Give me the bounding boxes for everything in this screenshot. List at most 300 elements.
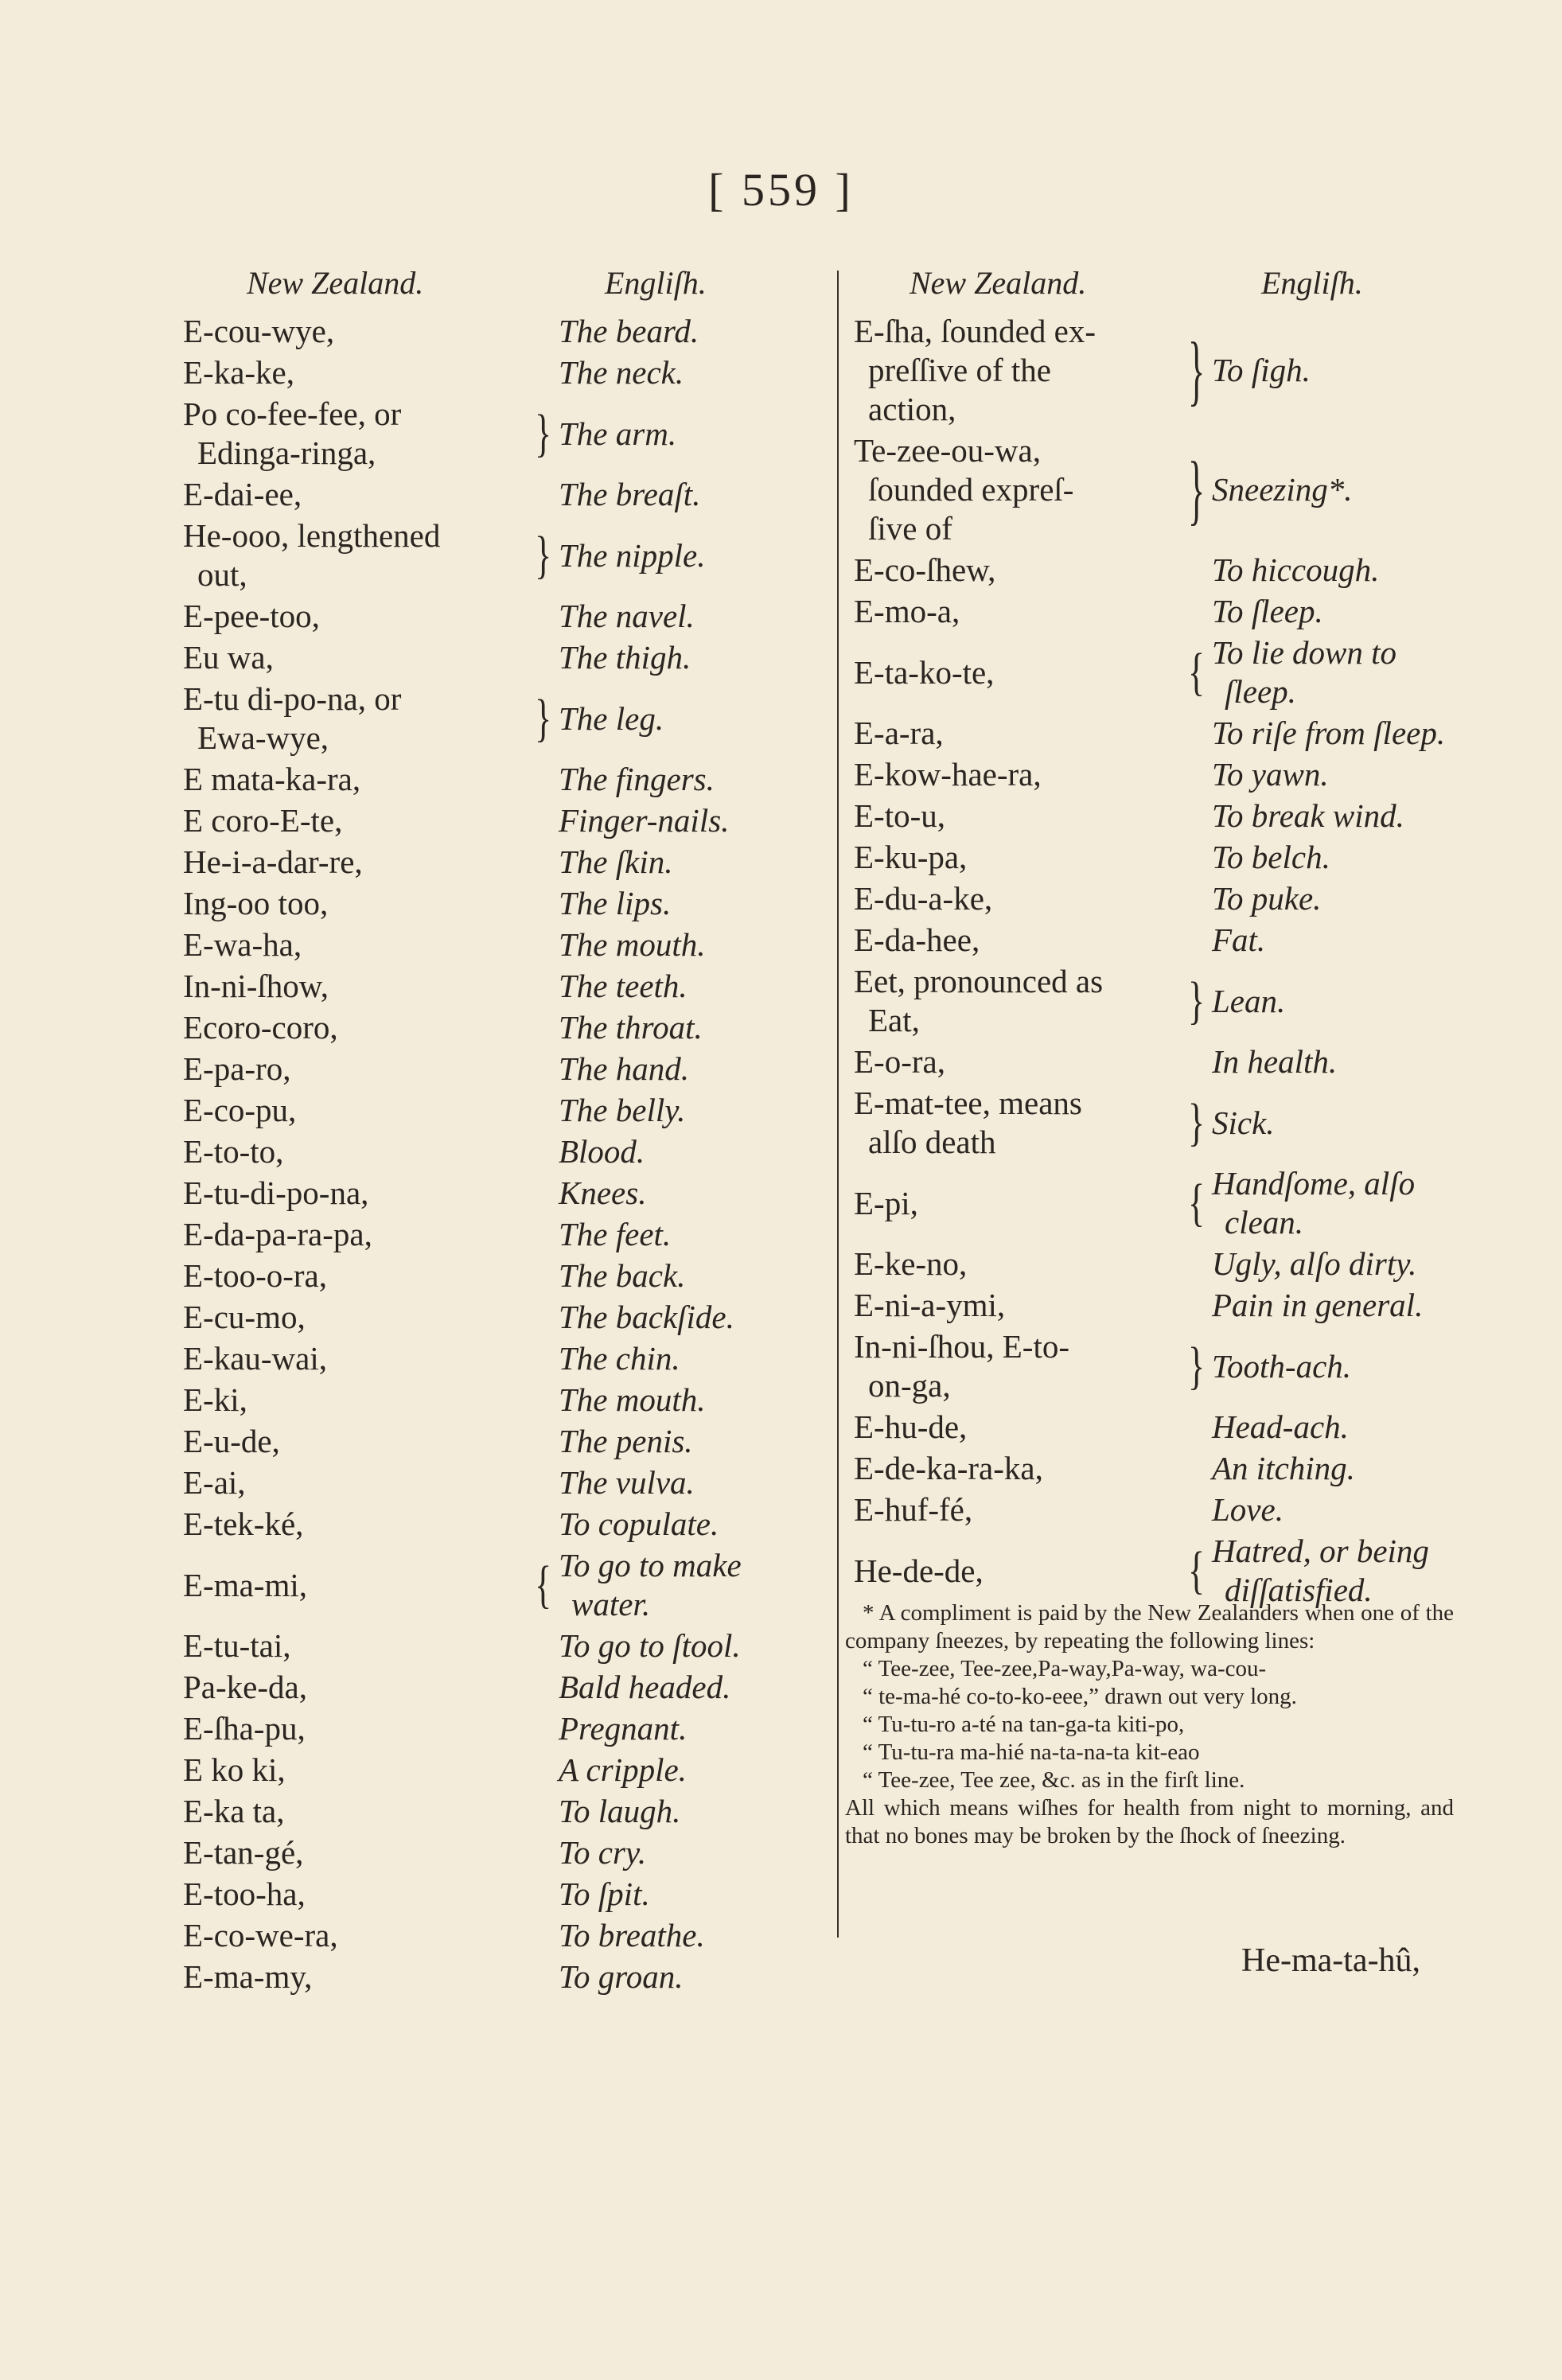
brace-glyph: { bbox=[1188, 642, 1206, 701]
english-gloss-line: In health. bbox=[1212, 1043, 1338, 1080]
english-gloss bbox=[559, 1751, 687, 1790]
english-gloss bbox=[559, 1132, 645, 1171]
new-zealand-term-line: out, bbox=[197, 556, 247, 593]
english-gloss bbox=[1212, 1490, 1283, 1529]
new-zealand-term-line: In-ni-ſhow, bbox=[183, 968, 329, 1004]
vocab-entry bbox=[183, 353, 820, 395]
catchword: He-ma-ta-hû, bbox=[1241, 1942, 1421, 1979]
english-gloss-line: The feet. bbox=[559, 1216, 672, 1252]
english-gloss-line: Sneezing*. bbox=[1212, 471, 1353, 508]
vocab-entry bbox=[183, 801, 820, 843]
new-zealand-term bbox=[183, 516, 440, 594]
english-gloss bbox=[559, 801, 729, 840]
new-zealand-term bbox=[854, 1327, 1069, 1405]
vocab-entry bbox=[854, 714, 1459, 755]
english-gloss-line: To ſigh. bbox=[1212, 352, 1311, 388]
english-gloss-line: To go to make bbox=[559, 1547, 742, 1583]
new-zealand-term-line: E-ku-pa, bbox=[854, 839, 968, 875]
english-gloss bbox=[1212, 592, 1323, 631]
english-gloss bbox=[559, 1668, 730, 1707]
new-zealand-term-line: alſo death bbox=[868, 1124, 996, 1160]
english-gloss-line: To hiccough. bbox=[1212, 551, 1380, 588]
new-zealand-term-line: E-huf-fé, bbox=[854, 1491, 973, 1528]
english-gloss-line: The thigh. bbox=[559, 639, 691, 676]
english-gloss-line: The hand. bbox=[559, 1050, 689, 1087]
new-zealand-term-line: E-ma-mi, bbox=[183, 1566, 307, 1603]
english-gloss bbox=[559, 1256, 685, 1295]
english-gloss-line: To cry. bbox=[559, 1834, 647, 1871]
new-zealand-term-line: E-tu-tai, bbox=[183, 1627, 291, 1664]
vocab-entry bbox=[183, 312, 820, 353]
english-gloss-line: ſleep. bbox=[1225, 673, 1296, 710]
footnote bbox=[845, 1599, 1454, 1850]
vocab-entry bbox=[183, 1916, 820, 1957]
english-gloss bbox=[559, 1709, 687, 1748]
english-gloss bbox=[1212, 982, 1285, 1021]
english-gloss-line: A cripple. bbox=[559, 1751, 687, 1788]
new-zealand-term-line: preſſive of the bbox=[868, 352, 1051, 388]
vocab-entry bbox=[183, 1422, 820, 1463]
english-gloss-line: To copulate. bbox=[559, 1506, 719, 1542]
new-zealand-term bbox=[183, 1339, 327, 1378]
new-zealand-term bbox=[183, 925, 302, 964]
english-gloss-line: The back. bbox=[559, 1257, 686, 1294]
new-zealand-term-line: E-mo-a, bbox=[854, 593, 960, 629]
new-zealand-term-line: E-du-a-ke, bbox=[854, 880, 993, 917]
new-zealand-term-line: E-u-de, bbox=[183, 1423, 280, 1459]
english-gloss bbox=[559, 638, 691, 677]
english-gloss bbox=[559, 1339, 680, 1378]
new-zealand-term-line: E-pee-too, bbox=[183, 598, 320, 634]
footnote-line: * A compliment is paid by the New Zealanders when one of the company ſneezes, by repeating the following lines: bbox=[845, 1600, 1454, 1654]
english-gloss bbox=[559, 312, 699, 351]
english-gloss bbox=[559, 1957, 683, 1996]
footnote-line: “ Tee-zee, Tee-zee,Pa-way,Pa-way, wa-cou- bbox=[863, 1656, 1267, 1681]
new-zealand-term-line: ſive of bbox=[868, 510, 952, 547]
english-gloss-line: The belly. bbox=[559, 1092, 686, 1128]
vocab-entry bbox=[183, 1546, 820, 1626]
new-zealand-term-line: Eu wa, bbox=[183, 639, 274, 676]
english-gloss bbox=[559, 597, 695, 636]
new-zealand-term bbox=[854, 921, 980, 960]
english-gloss bbox=[1212, 797, 1404, 836]
vocab-entry bbox=[183, 1463, 820, 1505]
left-header-english: Engliſh. bbox=[605, 265, 707, 301]
new-zealand-term-line: on-ga, bbox=[868, 1367, 951, 1404]
english-gloss bbox=[1212, 1449, 1355, 1488]
new-zealand-term bbox=[183, 1751, 286, 1790]
vocab-entry bbox=[183, 1215, 820, 1256]
new-zealand-term bbox=[854, 1042, 945, 1081]
english-gloss bbox=[1212, 1408, 1349, 1447]
new-zealand-term-line: Ecoro-coro, bbox=[183, 1009, 338, 1046]
right-header-english: Engliſh. bbox=[1261, 265, 1363, 301]
new-zealand-term bbox=[183, 475, 302, 514]
new-zealand-term-line: E-tan-gé, bbox=[183, 1834, 304, 1871]
new-zealand-term bbox=[183, 1957, 312, 1996]
english-gloss-line: To ſpit. bbox=[559, 1876, 650, 1912]
english-gloss bbox=[1212, 838, 1330, 877]
vocab-entry bbox=[854, 1042, 1459, 1084]
brace-glyph: } bbox=[535, 525, 552, 584]
english-gloss-line: The navel. bbox=[559, 598, 695, 634]
new-zealand-term-line: E-too-o-ra, bbox=[183, 1257, 327, 1294]
english-gloss-line: The beard. bbox=[559, 313, 699, 349]
new-zealand-term bbox=[854, 1552, 984, 1591]
english-gloss bbox=[559, 415, 676, 454]
vocab-entry bbox=[183, 475, 820, 516]
vocab-entry bbox=[183, 1668, 820, 1709]
english-gloss-line: Lean. bbox=[1212, 982, 1286, 1019]
vocab-entry bbox=[854, 1490, 1459, 1532]
new-zealand-term-line: Po co-fee-fee, or bbox=[183, 395, 402, 432]
new-zealand-term bbox=[183, 760, 360, 799]
new-zealand-term bbox=[854, 1245, 967, 1283]
english-gloss bbox=[1212, 714, 1445, 753]
new-zealand-term-line: E-ki, bbox=[183, 1381, 247, 1418]
english-gloss-line: The mouth. bbox=[559, 926, 706, 963]
new-zealand-term bbox=[183, 1091, 296, 1130]
english-gloss bbox=[559, 884, 671, 923]
new-zealand-term-line: E-ka ta, bbox=[183, 1793, 285, 1829]
english-gloss-line: The ſkin. bbox=[559, 843, 673, 880]
english-gloss bbox=[559, 1875, 650, 1914]
english-gloss bbox=[559, 1422, 693, 1461]
english-gloss-line: diſſatisfied. bbox=[1225, 1572, 1373, 1608]
new-zealand-term-line: E-ma-my, bbox=[183, 1958, 313, 1995]
new-zealand-term-line: E-tek-ké, bbox=[183, 1506, 304, 1542]
english-gloss bbox=[1212, 879, 1321, 918]
new-zealand-term bbox=[183, 1174, 368, 1213]
brace-glyph: { bbox=[1188, 1173, 1206, 1232]
english-gloss bbox=[559, 1833, 646, 1872]
new-zealand-term-line: E-cu-mo, bbox=[183, 1299, 306, 1335]
english-gloss-line: Finger-nails. bbox=[559, 802, 730, 839]
new-zealand-term bbox=[183, 353, 294, 392]
new-zealand-term-line: E-co-pu, bbox=[183, 1092, 297, 1128]
vocab-entry bbox=[183, 1132, 820, 1174]
vocab-entry bbox=[183, 1505, 820, 1546]
new-zealand-term bbox=[854, 1084, 1082, 1162]
new-zealand-term bbox=[183, 312, 334, 351]
english-gloss-line: The backſide. bbox=[559, 1299, 734, 1335]
new-zealand-term-line: Eet, pronounced as bbox=[854, 963, 1104, 999]
english-gloss-line: The nipple. bbox=[559, 536, 706, 574]
new-zealand-term-line: E-pa-ro, bbox=[183, 1050, 291, 1087]
english-gloss-line: Blood. bbox=[559, 1133, 645, 1170]
english-gloss-line: The fingers. bbox=[559, 761, 715, 797]
new-zealand-term-line: E-to-to, bbox=[183, 1133, 284, 1170]
left-vocabulary-column bbox=[183, 312, 820, 1999]
new-zealand-term-line: Te-zee-ou-wa, bbox=[854, 432, 1041, 469]
page-number: [ 559 ] bbox=[708, 164, 854, 216]
new-zealand-term-line: He-de-de, bbox=[854, 1552, 984, 1589]
vocab-entry bbox=[854, 431, 1459, 551]
new-zealand-term bbox=[854, 1490, 972, 1529]
new-zealand-term bbox=[854, 1286, 1005, 1325]
english-gloss-line: To breathe. bbox=[559, 1917, 705, 1953]
vocab-entry bbox=[854, 1408, 1459, 1449]
english-gloss-line: Fat. bbox=[1212, 921, 1266, 958]
vocab-entry bbox=[183, 638, 820, 680]
footnote-line: “ Tu-tu-ra ma-hié na-ta-na-ta kit-eao bbox=[863, 1739, 1200, 1765]
english-gloss bbox=[1212, 1347, 1351, 1386]
new-zealand-term-line: Ewa-wye, bbox=[197, 719, 329, 756]
vocab-entry bbox=[854, 592, 1459, 633]
new-zealand-term bbox=[183, 638, 274, 677]
english-gloss bbox=[559, 1215, 671, 1254]
english-gloss bbox=[1212, 1532, 1429, 1610]
vocab-entry bbox=[183, 884, 820, 925]
english-gloss-line: Love. bbox=[1212, 1491, 1283, 1528]
brace-glyph: } bbox=[1188, 1336, 1206, 1395]
new-zealand-term-line: He-i-a-dar-re, bbox=[183, 843, 363, 880]
vocab-entry bbox=[183, 395, 820, 475]
english-gloss bbox=[559, 1546, 742, 1624]
footnote-line: All which means wiſhes for health from night to morning, and that no bones may be broken by the ſhock of ſneezing. bbox=[845, 1795, 1454, 1848]
new-zealand-term-line: E-da-hee, bbox=[854, 921, 980, 958]
english-gloss-line: The teeth. bbox=[559, 968, 688, 1004]
vocab-entry bbox=[183, 1792, 820, 1833]
new-zealand-term-line: action, bbox=[868, 391, 956, 427]
new-zealand-term bbox=[854, 592, 960, 631]
new-zealand-term bbox=[854, 755, 1042, 794]
english-gloss-line: To puke. bbox=[1212, 880, 1322, 917]
vocab-entry bbox=[854, 879, 1459, 921]
vocab-entry bbox=[854, 838, 1459, 879]
english-gloss-line: To groan. bbox=[559, 1958, 684, 1995]
brace-glyph: { bbox=[1188, 1541, 1206, 1599]
vocab-entry bbox=[854, 633, 1459, 714]
new-zealand-term bbox=[183, 967, 329, 1006]
english-gloss bbox=[559, 536, 705, 575]
vocab-entry bbox=[183, 516, 820, 597]
vocab-entry bbox=[183, 1174, 820, 1215]
new-zealand-term-line: E-co-ſhew, bbox=[854, 551, 996, 588]
english-gloss bbox=[559, 1626, 741, 1665]
new-zealand-term bbox=[854, 797, 945, 836]
new-zealand-term-line: Edinga-ringa, bbox=[197, 434, 376, 471]
new-zealand-term bbox=[854, 879, 992, 918]
english-gloss bbox=[559, 1463, 695, 1502]
english-gloss-line: Bald headed. bbox=[559, 1669, 731, 1705]
vocab-entry bbox=[183, 597, 820, 638]
vocab-entry bbox=[183, 760, 820, 801]
english-gloss bbox=[1212, 633, 1396, 711]
english-gloss-line: water. bbox=[571, 1586, 651, 1622]
new-zealand-term-line: Eat, bbox=[868, 1002, 920, 1038]
english-gloss-line: An itching. bbox=[1212, 1450, 1355, 1486]
vocab-entry bbox=[183, 843, 820, 884]
new-zealand-term-line: E-dai-ee, bbox=[183, 476, 302, 512]
english-gloss bbox=[1212, 755, 1329, 794]
new-zealand-term-line: E-ſha-pu, bbox=[183, 1710, 306, 1747]
english-gloss bbox=[559, 475, 700, 514]
new-zealand-term bbox=[854, 1449, 1043, 1488]
english-gloss-line: Tooth-ach. bbox=[1212, 1347, 1352, 1385]
new-zealand-term bbox=[183, 1916, 338, 1955]
english-gloss-line: Hatred, or being bbox=[1212, 1533, 1429, 1569]
new-zealand-term bbox=[854, 962, 1103, 1040]
vocab-entry bbox=[854, 312, 1459, 431]
english-gloss-line: Ugly, alſo dirty. bbox=[1212, 1245, 1417, 1282]
english-gloss bbox=[559, 1298, 734, 1337]
new-zealand-term bbox=[854, 312, 1096, 429]
english-gloss-line: Knees. bbox=[559, 1174, 647, 1211]
new-zealand-term-line: E-ſha, ſounded ex- bbox=[854, 313, 1096, 349]
new-zealand-term bbox=[183, 1505, 303, 1544]
new-zealand-term-line: In-ni-ſhou, E-to- bbox=[854, 1328, 1069, 1365]
vocab-entry bbox=[183, 1008, 820, 1050]
english-gloss bbox=[559, 1050, 689, 1089]
footnote-line: “ Tu-tu-ro a-té na tan-ga-ta kiti-po, bbox=[863, 1712, 1185, 1737]
english-gloss-line: The neck. bbox=[559, 354, 684, 391]
vocab-entry bbox=[183, 1751, 820, 1792]
english-gloss bbox=[559, 1381, 706, 1420]
new-zealand-term bbox=[183, 1792, 284, 1831]
vocab-entry bbox=[183, 1050, 820, 1091]
vocab-entry bbox=[854, 1286, 1459, 1327]
english-gloss-line: The chin. bbox=[559, 1340, 680, 1377]
new-zealand-term-line: E-a-ra, bbox=[854, 715, 944, 751]
column-divider bbox=[837, 271, 839, 1938]
new-zealand-term-line: E-ta-ko-te, bbox=[854, 653, 995, 691]
english-gloss-line: The breaſt. bbox=[559, 476, 701, 512]
right-vocabulary-column bbox=[854, 312, 1459, 1612]
new-zealand-term bbox=[183, 1833, 303, 1872]
vocab-entry bbox=[183, 680, 820, 760]
new-zealand-term bbox=[854, 714, 944, 753]
brace-glyph: } bbox=[535, 403, 552, 462]
new-zealand-term bbox=[183, 1381, 247, 1420]
new-zealand-term bbox=[854, 431, 1073, 548]
footnote-line: “ te-ma-hé co-to-ko-eee,” drawn out very long. bbox=[863, 1684, 1297, 1709]
english-gloss-line: The vulva. bbox=[559, 1464, 695, 1501]
new-zealand-term-line: E-kow-hae-ra, bbox=[854, 756, 1042, 793]
english-gloss bbox=[559, 699, 664, 738]
new-zealand-term bbox=[183, 1215, 372, 1254]
english-gloss-line: To go to ſtool. bbox=[559, 1627, 741, 1664]
new-zealand-term bbox=[854, 551, 995, 590]
new-zealand-term-line: ſounded expreſ- bbox=[868, 471, 1074, 508]
vocab-entry bbox=[183, 1339, 820, 1381]
vocab-entry bbox=[854, 1084, 1459, 1164]
new-zealand-term-line: E-cou-wye, bbox=[183, 313, 335, 349]
new-zealand-term bbox=[183, 1422, 280, 1461]
vocab-entry bbox=[183, 1091, 820, 1132]
new-zealand-term bbox=[854, 1184, 918, 1223]
vocab-entry bbox=[183, 1298, 820, 1339]
new-zealand-term-line: E-de-ka-ra-ka, bbox=[854, 1450, 1043, 1486]
vocab-entry bbox=[854, 962, 1459, 1042]
new-zealand-term-line: E-o-ra, bbox=[854, 1043, 945, 1080]
new-zealand-term-line: E-too-ha, bbox=[183, 1876, 306, 1912]
new-zealand-term bbox=[854, 653, 994, 692]
new-zealand-term bbox=[183, 1256, 327, 1295]
vocab-entry bbox=[854, 551, 1459, 592]
new-zealand-term-line: E-pi, bbox=[854, 1184, 918, 1221]
new-zealand-term-line: E mata-ka-ra, bbox=[183, 761, 361, 797]
vocab-entry bbox=[854, 755, 1459, 797]
brace-glyph: } bbox=[1188, 971, 1206, 1030]
new-zealand-term-line: E-hu-de, bbox=[854, 1408, 968, 1445]
english-gloss-line: The mouth. bbox=[559, 1381, 706, 1418]
english-gloss-line: clean. bbox=[1225, 1204, 1304, 1241]
new-zealand-term-line: E-da-pa-ra-pa, bbox=[183, 1216, 372, 1252]
new-zealand-term-line: E-ni-a-ymi, bbox=[854, 1287, 1006, 1323]
new-zealand-term bbox=[183, 395, 401, 473]
english-gloss-line: To break wind. bbox=[1212, 797, 1404, 834]
new-zealand-term bbox=[183, 1132, 283, 1171]
english-gloss bbox=[1212, 921, 1265, 960]
new-zealand-term bbox=[183, 801, 342, 840]
new-zealand-term bbox=[183, 1298, 306, 1337]
vocab-entry bbox=[854, 1245, 1459, 1286]
english-gloss bbox=[559, 1792, 680, 1831]
english-gloss-line: To laugh. bbox=[559, 1793, 681, 1829]
english-gloss-line: To yawn. bbox=[1212, 756, 1329, 793]
vocab-entry bbox=[183, 1957, 820, 1999]
new-zealand-term bbox=[183, 1875, 306, 1914]
english-gloss bbox=[1212, 351, 1311, 390]
english-gloss bbox=[1212, 1245, 1416, 1283]
new-zealand-term-line: E-ai, bbox=[183, 1464, 246, 1501]
english-gloss-line: Head-ach. bbox=[1212, 1408, 1349, 1445]
new-zealand-term-line: E-tu-di-po-na, bbox=[183, 1174, 369, 1211]
right-header-new-zealand: New Zealand. bbox=[910, 265, 1087, 301]
footnote-line: “ Tee-zee, Tee zee, &c. as in the firſt line. bbox=[863, 1767, 1245, 1793]
new-zealand-term-line: E-ke-no, bbox=[854, 1245, 968, 1282]
new-zealand-term-line: He-ooo, lengthened bbox=[183, 517, 441, 554]
new-zealand-term bbox=[183, 1463, 246, 1502]
english-gloss bbox=[1212, 1042, 1337, 1081]
brace-glyph: { bbox=[535, 1555, 552, 1614]
new-zealand-term bbox=[183, 1050, 290, 1089]
new-zealand-term-line: E coro-E-te, bbox=[183, 802, 343, 839]
vocab-entry bbox=[854, 921, 1459, 962]
new-zealand-term-line: E ko ki, bbox=[183, 1751, 286, 1788]
new-zealand-term bbox=[183, 1008, 338, 1047]
new-zealand-term-line: Pa-ke-da, bbox=[183, 1669, 307, 1705]
new-zealand-term-line: E-ka-ke, bbox=[183, 354, 294, 391]
brace-glyph: } bbox=[1188, 446, 1206, 534]
vocab-entry bbox=[183, 1256, 820, 1298]
vocab-entry bbox=[183, 1381, 820, 1422]
brace-glyph: } bbox=[535, 688, 552, 747]
english-gloss-line: Pregnant. bbox=[559, 1710, 688, 1747]
english-gloss bbox=[559, 1505, 719, 1544]
new-zealand-term-line: E-co-we-ra, bbox=[183, 1917, 338, 1953]
new-zealand-term-line: E-kau-wai, bbox=[183, 1340, 327, 1377]
vocab-entry bbox=[183, 1833, 820, 1875]
new-zealand-term bbox=[183, 1566, 307, 1605]
english-gloss bbox=[559, 760, 715, 799]
english-gloss-line: To ſleep. bbox=[1212, 593, 1323, 629]
english-gloss bbox=[559, 843, 672, 882]
english-gloss-line: To belch. bbox=[1212, 839, 1330, 875]
english-gloss bbox=[1212, 551, 1379, 590]
english-gloss-line: To riſe from ſleep. bbox=[1212, 715, 1446, 751]
english-gloss-line: The throat. bbox=[559, 1009, 703, 1046]
new-zealand-term-line: E-mat-tee, means bbox=[854, 1085, 1082, 1121]
vocab-entry bbox=[854, 1164, 1459, 1245]
new-zealand-term-line: E-wa-ha, bbox=[183, 926, 302, 963]
english-gloss bbox=[559, 967, 688, 1006]
english-gloss bbox=[1212, 1104, 1275, 1143]
english-gloss-line: To lie down to bbox=[1212, 634, 1397, 671]
english-gloss bbox=[559, 353, 684, 392]
brace-glyph: } bbox=[1188, 1093, 1206, 1151]
